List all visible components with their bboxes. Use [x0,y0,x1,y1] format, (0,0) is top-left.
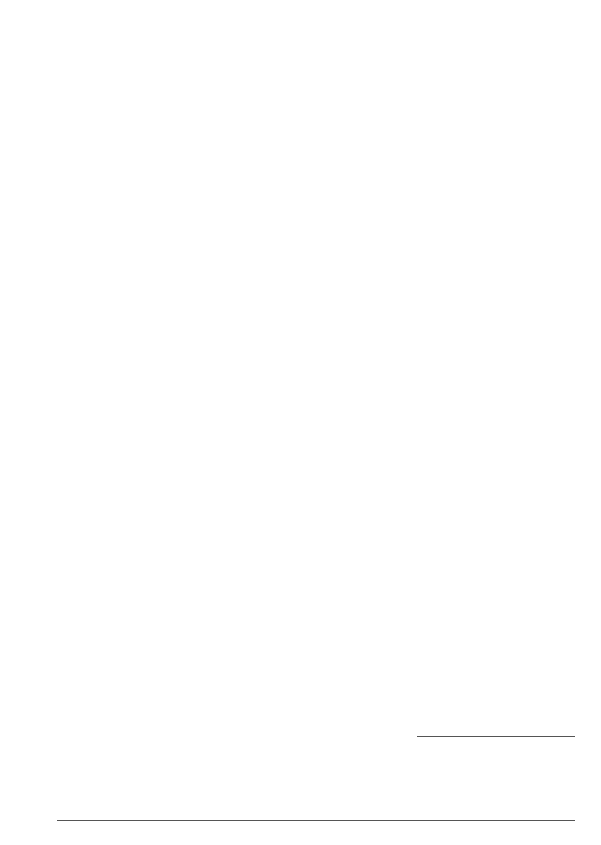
footnote-text [431,741,575,749]
text-column-3 [417,58,575,71]
paragraph [57,71,215,80]
paragraph [238,85,396,94]
paragraph [57,85,215,94]
journal-name [57,824,97,833]
paragraph [238,58,396,67]
footnote [417,741,575,749]
paragraph [57,58,215,67]
text-column-2 [238,58,396,125]
paragraph [238,98,396,107]
page-number [555,824,575,833]
footnote-number [417,756,427,764]
footnote-number [417,741,427,749]
footnote-text [431,756,575,764]
paragraph [238,71,396,80]
footnotes [417,741,575,764]
footnote [417,756,575,764]
paragraph [417,58,575,67]
paragraph [417,263,575,272]
footer-divider [57,820,575,821]
text-column-3-continued [417,250,575,277]
paragraph [57,98,215,107]
text-column-1 [57,58,215,112]
footnote-text [431,749,575,757]
paragraph [238,112,396,121]
footnote [417,749,575,757]
footnote-divider [417,736,575,737]
paragraph [417,250,575,259]
footnote-number [417,749,427,757]
section-heading [417,232,575,243]
